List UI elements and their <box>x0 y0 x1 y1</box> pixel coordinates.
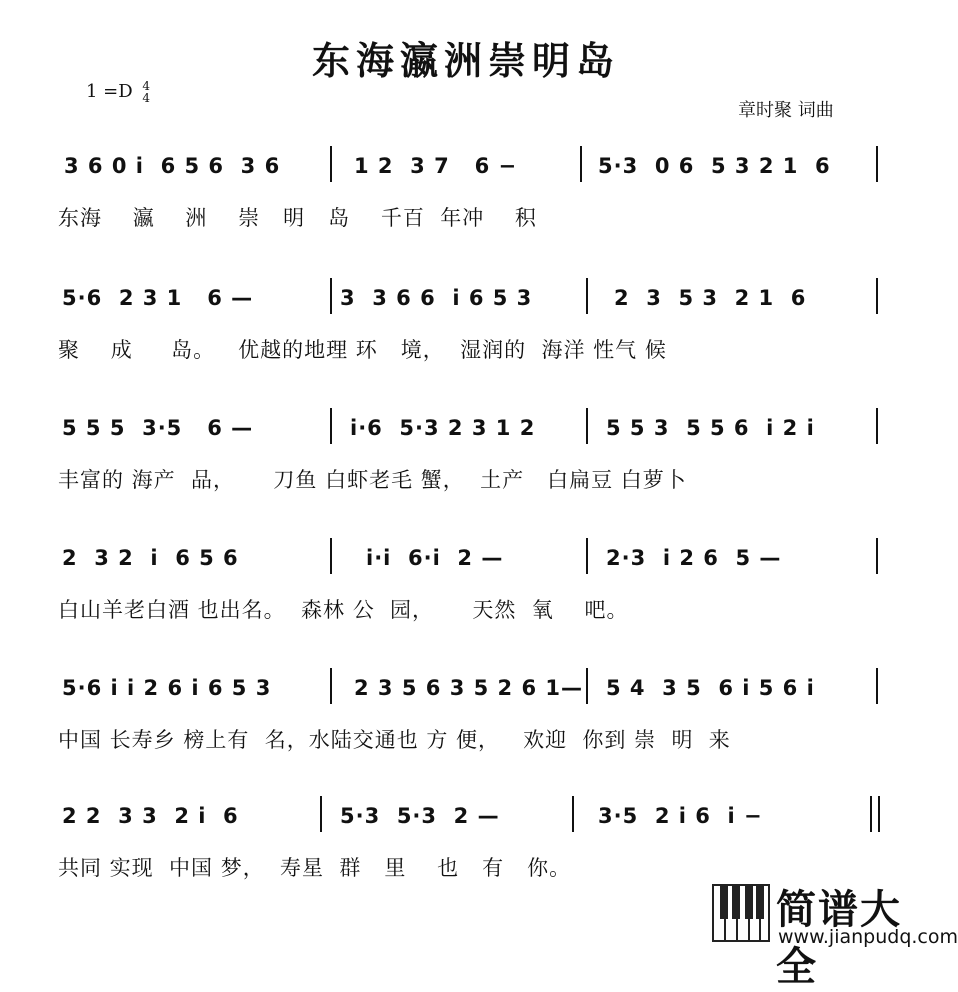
bar-line <box>330 146 332 182</box>
bar-line <box>876 668 878 704</box>
bar-line <box>320 796 322 832</box>
lyrics-line: 中国 长寿乡 榜上有 名，水陆交通也 方 便， 欢迎 你到 崇 明 来 <box>58 728 731 752</box>
measure: 5·6 i i 2 6 i 6 5 3 <box>62 676 272 700</box>
measure: 3 6 0 i 6 5 6 3 6 <box>64 154 281 178</box>
measure: i·i 6·i 2 — <box>366 546 504 570</box>
piano-keys-icon <box>712 884 770 942</box>
final-bar-line <box>870 796 880 832</box>
watermark <box>712 878 958 990</box>
notation-line <box>58 800 888 832</box>
measure: 2 3 5 6 3 5 2 6 1— <box>354 676 583 700</box>
bar-line <box>876 278 878 314</box>
time-signature <box>142 80 150 104</box>
credit: 章时聚 词曲 <box>738 100 834 121</box>
song-title: 东海瀛洲崇明岛 <box>311 39 620 83</box>
bar-line <box>572 796 574 832</box>
bar-line <box>330 668 332 704</box>
measure: 5·3 5·3 2 — <box>340 804 500 828</box>
lyrics-line: 丰富的 海产 品， 刀鱼 白虾老毛 蟹， 土产 白扁豆 白萝卜 <box>58 468 687 492</box>
bar-line <box>586 538 588 574</box>
measure: 5·3 0 6 5 3 2 1 6 <box>598 154 831 178</box>
notation-line <box>58 150 888 182</box>
key-signature <box>86 80 150 104</box>
measure: i·6 5·3 2 3 1 2 <box>350 416 536 440</box>
bar-line <box>330 278 332 314</box>
bar-line <box>876 146 878 182</box>
key-label: 1 =D <box>86 81 133 102</box>
notation-line <box>58 672 888 704</box>
lyrics-line: 白山羊老白酒 也出名。 森林 公 园， 天然 氧 吧。 <box>58 598 629 622</box>
measure: 3·5 2 i 6 i − <box>598 804 763 828</box>
measure: 2·3 i 2 6 5 — <box>606 546 782 570</box>
bar-line <box>330 538 332 574</box>
watermark-brand: 简谱大全 <box>776 887 902 990</box>
measure: 1 2 3 7 6 − <box>354 154 518 178</box>
measure: 5 5 3 5 5 6 i 2 i <box>606 416 815 440</box>
watermark-url: www.jianpudq.com <box>778 926 958 948</box>
notation-line <box>58 282 888 314</box>
notation-line <box>58 542 888 574</box>
bar-line <box>586 668 588 704</box>
lyrics-line: 共同 实现 中国 梦， 寿星 群 里 也 有 你。 <box>58 856 572 880</box>
measure: 2 3 5 3 2 1 6 <box>614 286 807 310</box>
time-top: 4 <box>142 79 151 93</box>
bar-line <box>586 408 588 444</box>
measure: 5·6 2 3 1 6 — <box>62 286 254 310</box>
measure: 2 3 2 i 6 5 6 <box>62 546 239 570</box>
bar-line <box>330 408 332 444</box>
time-bottom: 4 <box>142 91 151 105</box>
bar-line <box>876 538 878 574</box>
bar-line <box>580 146 582 182</box>
bar-line <box>876 408 878 444</box>
measure: 3 3 6 6 i 6 5 3 <box>340 286 533 310</box>
bar-line <box>586 278 588 314</box>
lyrics-line: 东海 瀛 洲 崇 明 岛 千百 年冲 积 <box>58 206 537 230</box>
notation-line <box>58 412 888 444</box>
measure: 2 2 3 3 2 i 6 <box>62 804 239 828</box>
measure: 5 4 3 5 6 i 5 6 i <box>606 676 815 700</box>
measure: 5 5 5 3·5 6 — <box>62 416 254 440</box>
lyrics-line: 聚 成 岛。 优越的地理 环 境， 湿润的 海洋 性气 候 <box>58 338 667 362</box>
